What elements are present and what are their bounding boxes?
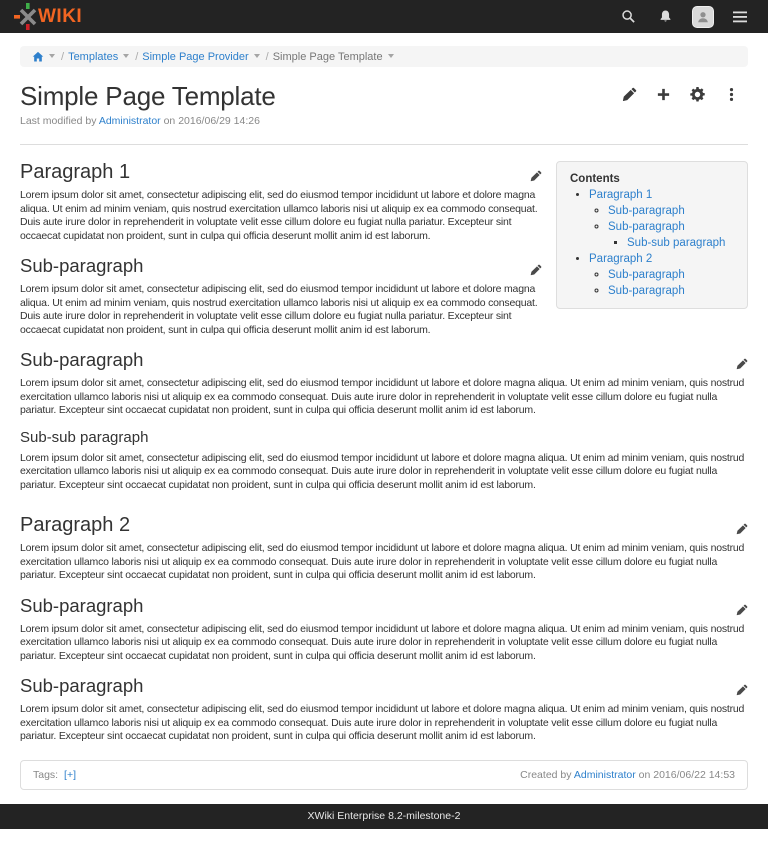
section-heading [20,429,748,446]
toc-item [608,203,739,219]
pencil-icon [530,170,542,182]
last-modified-prefix: Last modified by [20,115,97,127]
section-paragraph: Lorem ipsum dolor sit amet, consectetur adipiscing elit, sed do eiusmod tempor incididunt ut labore et dolore magna aliqua. Ut enim ad minim veniam, quis nostrud exercitation ullamco laboris nisi ut aliquip ex ea commodo consequat. Duis aute irure dolor in reprehenderit in voluptate velit esse cillum dolore eu fugiat nulla pariatur. Excepteur sint occaecat cupidatat non proident, sunt in culpa qui officia deserunt mollit anim id est laborum. [20,377,745,416]
toc-link-paragraph-1[interactable]: Paragraph 1 [589,189,653,201]
breadcrumb-separator: / [135,50,139,63]
pencil-icon [530,264,542,276]
breadcrumb-item-templates[interactable]: Templates [68,50,119,63]
page-actions [612,81,748,102]
breadcrumb [20,46,748,67]
pencil-icon [736,684,748,696]
section-paragraph: Lorem ipsum dolor sit amet, consectetur adipiscing elit, sed do eiusmod tempor incididunt ut labore et dolore magna aliqua. Ut enim ad minim veniam, quis nostrud exercitation ullamco laboris nisi ut aliquip ex ea commodo consequat. Duis aute irure dolor in reprehenderit in voluptate velit esse cillum dolore eu fugiat nulla pariatur. Excepteur sint occaecat cupidatat non proident, sunt in culpa qui officia deserunt mollit anim id est laborum. [20,622,745,662]
section-edit-button[interactable] [736,679,748,701]
section-edit-button[interactable] [530,165,542,187]
content-section [20,514,748,583]
user-avatar-button[interactable] [684,0,721,33]
administer-button[interactable] [680,87,714,102]
pencil-icon [736,358,748,370]
last-modified-connector: on [163,115,176,127]
gear-icon [690,87,705,102]
section-edit-button[interactable] [736,599,748,621]
toc-link-sub-paragraph[interactable]: Sub-paragraph [608,269,685,281]
tags-area [33,769,76,781]
xwiki-logo[interactable] [14,3,82,30]
person-icon [696,10,710,24]
section-edit-button[interactable] [736,353,748,375]
section-heading-text: Paragraph 1 [20,161,131,183]
page-title: Simple Page Template [20,81,276,111]
created-author-link[interactable]: Administrator [573,768,636,781]
breadcrumb-home[interactable] [32,51,57,63]
version-text: XWiki Enterprise 8.2-milestone-2 [307,809,461,822]
version-bar [0,804,768,829]
notifications-button[interactable] [647,0,684,33]
content-section [20,595,748,664]
last-modified-author-link[interactable]: Administrator [98,115,161,127]
bell-icon [658,9,673,24]
avatar [692,6,714,28]
toc-link-sub-sub-paragraph[interactable]: Sub-sub paragraph [627,237,726,249]
content-section [20,429,748,493]
section-heading-text: Paragraph 2 [20,514,131,536]
pencil-icon [736,523,748,535]
search-button[interactable] [610,0,647,33]
section-heading [20,349,748,371]
section-paragraph: Lorem ipsum dolor sit amet, consectetur adipiscing elit, sed do eiusmod tempor incididunt ut labore et dolore magna aliqua. Ut enim ad minim veniam, quis nostrud exercitation ullamco laboris nisi ut aliquip ex ea commodo consequat. Duis aute irure dolor in reprehenderit in voluptate velit esse cillum dolore eu fugiat nulla pariatur. Excepteur sint occaecat cupidatat non proident, sunt in culpa qui officia deserunt mollit anim id est laborum. [20,189,538,242]
top-navbar [0,0,768,33]
navbar-icons [610,0,758,33]
toc-item [608,267,739,283]
section-edit-button[interactable] [736,518,748,540]
section-heading-text: Sub-paragraph [20,349,144,370]
toc-link-sub-paragraph[interactable]: Sub-paragraph [608,221,685,233]
add-tag-button[interactable]: [+] [64,768,76,781]
drawer-menu-button[interactable] [721,0,758,33]
section-heading [20,595,748,617]
toc-item [589,187,739,251]
breadcrumb-caret-icon[interactable] [49,54,55,58]
home-icon [32,51,44,63]
toc-item [589,251,739,299]
toc-link-sub-paragraph[interactable]: Sub-paragraph [608,285,685,297]
section-heading-text: Sub-sub paragraph [20,428,149,446]
breadcrumb-separator: / [265,50,269,63]
kebab-menu-icon [724,87,739,102]
create-button[interactable] [646,87,680,102]
section-heading [20,675,748,697]
toc-title: Contents [570,173,620,185]
breadcrumb-caret-icon[interactable] [123,54,129,58]
content-section [20,349,748,418]
hamburger-icon [733,11,747,23]
plus-icon [656,87,671,102]
section-paragraph: Lorem ipsum dolor sit amet, consectetur adipiscing elit, sed do eiusmod tempor incididunt ut labore et dolore magna aliqua. Ut enim ad minim veniam, quis nostrud exercitation ullamco laboris nisi ut aliquip ex ea commodo consequat. Duis aute irure dolor in reprehenderit in voluptate velit esse cillum dolore eu fugiat nulla pariatur. Excepteur sint occaecat cupidatat non proident, sunt in culpa qui officia deserunt mollit anim id est laborum. [20,451,745,491]
tags-label: Tags: [33,768,59,781]
breadcrumb-separator: / [61,50,65,63]
search-icon [621,9,636,24]
pencil-icon [622,87,637,102]
toc-link-paragraph-2[interactable]: Paragraph 2 [589,253,653,265]
edit-button[interactable] [612,87,646,102]
toc-item [608,219,739,251]
toc-link-sub-paragraph[interactable]: Sub-paragraph [608,205,685,217]
toc-item [627,235,739,251]
breadcrumb-item-simple-page-provider[interactable]: Simple Page Provider [142,50,249,63]
breadcrumb-caret-icon[interactable] [388,54,394,58]
toc-item [608,283,739,299]
section-paragraph: Lorem ipsum dolor sit amet, consectetur adipiscing elit, sed do eiusmod tempor incididunt ut labore et dolore magna aliqua. Ut enim ad minim veniam, quis nostrud exercitation ullamco laboris nisi ut aliquip ex ea commodo consequat. Duis aute irure dolor in reprehenderit in voluptate velit esse cillum dolore eu fugiat nulla pariatur. Excepteur sint occaecat cupidatat non proident, sunt in culpa qui officia deserunt mollit anim id est laborum. [20,283,538,336]
section-paragraph: Lorem ipsum dolor sit amet, consectetur adipiscing elit, sed do eiusmod tempor incididunt ut labore et dolore magna aliqua. Ut enim ad minim veniam, quis nostrud exercitation ullamco laboris nisi ut aliquip ex ea commodo consequat. Duis aute irure dolor in reprehenderit in voluptate velit esse cillum dolore eu fugiat nulla pariatur. Excepteur sint occaecat cupidatat non proident, sunt in culpa qui officia deserunt mollit anim id est laborum. [20,542,745,581]
section-heading-text: Sub-paragraph [20,255,144,276]
content-section [20,675,748,744]
section-heading-text: Sub-paragraph [20,594,144,616]
document-footer [20,760,748,790]
pencil-icon [736,604,748,616]
last-modified-line [20,115,748,128]
breadcrumb-item-current: Simple Page Template [272,50,383,63]
title-divider [20,144,748,145]
section-heading [20,514,748,536]
created-line [520,769,735,781]
more-actions-button[interactable] [714,87,748,102]
table-of-contents [556,161,748,309]
section-edit-button[interactable] [530,259,542,281]
xwiki-logo-text: WIKI [38,6,83,27]
created-datetime: 2016/06/22 14:53 [653,768,735,781]
section-heading-text: Sub-paragraph [20,675,144,696]
created-connector: on [638,768,651,781]
created-prefix: Created by [520,768,572,781]
page-content [20,161,748,748]
section-paragraph: Lorem ipsum dolor sit amet, consectetur adipiscing elit, sed do eiusmod tempor incididunt ut labore et dolore magna aliqua. Ut enim ad minim veniam, quis nostrud exercitation ullamco laboris nisi ut aliquip ex ea commodo consequat. Duis aute irure dolor in reprehenderit in voluptate velit esse cillum dolore eu fugiat nulla pariatur. Excepteur sint occaecat cupidatat non proident, sunt in culpa qui officia deserunt mollit anim id est laborum. [20,703,745,742]
breadcrumb-caret-icon[interactable] [254,54,260,58]
last-modified-datetime: 2016/06/29 14:26 [178,115,260,127]
xwiki-logo-x-icon [14,3,41,30]
